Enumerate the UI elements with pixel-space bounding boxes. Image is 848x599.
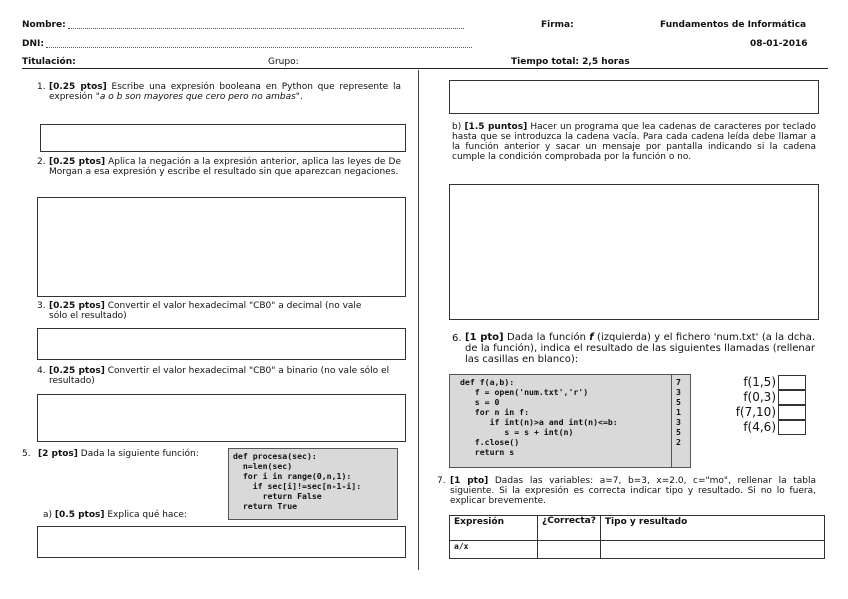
q7-cell-expr: a/x xyxy=(450,541,538,559)
q3-body: Convertir el valor hexadecimal "CB0" a decimal (no vale sólo el resultado) xyxy=(49,301,362,321)
q7-body: Dadas las variables: a=7, b=3, x=2.0, c="mo", rellenar la tabla siguiente. Si la expresión es correcta indicar tipo y resultado. Si no lo fuera, explicar brevemente. xyxy=(450,476,816,506)
nombre-label: Nombre: xyxy=(22,20,66,30)
q5b-answer-box[interactable] xyxy=(449,184,819,320)
q4-number: 4. xyxy=(37,366,46,376)
q6-body-1: Dada la función xyxy=(503,332,590,343)
q6-call-answer-box[interactable] xyxy=(778,375,806,390)
q6-call-label: f(7,10) xyxy=(735,405,776,419)
q5-body: Dada la siguiente función: xyxy=(77,449,199,459)
q7-header-expresion: Expresión xyxy=(450,516,538,541)
q2-answer-box[interactable] xyxy=(37,197,406,297)
q6-call-row xyxy=(730,405,806,420)
q5-code-block: def procesa(sec): n=len(sec) for i in range(0,n,1): if sec[i]!=sec[n-1-i]: return False return True xyxy=(228,448,398,520)
q6-call-answer-box[interactable] xyxy=(778,420,806,435)
q5a-text xyxy=(43,510,187,520)
tiempo-total: Tiempo total: 2,5 horas xyxy=(511,57,630,67)
nombre-field[interactable] xyxy=(68,28,464,29)
q1-answer-box[interactable] xyxy=(40,124,406,152)
q7-cell-correcta[interactable] xyxy=(538,541,601,559)
q6-call-row xyxy=(730,420,806,435)
course-title: Fundamentos de Informática xyxy=(660,20,807,30)
q3-points: [0.25 ptos] xyxy=(49,301,105,311)
q6-function-code: def f(a,b): f = open('num.txt','r') s = 0 for n in f: if int(n)>a and int(n)<=b: s = s + int(n) f.close() return s xyxy=(460,377,618,457)
q6-call-row xyxy=(730,375,806,390)
dni-field[interactable] xyxy=(46,47,472,48)
q5b-label: b) xyxy=(452,122,462,132)
q6-call-answer-box[interactable] xyxy=(778,390,806,405)
header-divider xyxy=(22,68,828,69)
q7-table xyxy=(449,515,825,559)
q6-call-answer-box[interactable] xyxy=(778,405,806,420)
titulacion-label: Titulación: xyxy=(22,57,76,67)
q7-header-tipo: Tipo y resultado xyxy=(600,516,824,541)
q7-text xyxy=(450,476,816,506)
q7-cell-tipo[interactable] xyxy=(600,541,824,559)
q5a-points: [0.5 ptos] xyxy=(54,510,105,520)
q5-number: 5. xyxy=(22,449,31,459)
q5a-answer-box[interactable] xyxy=(37,526,406,558)
q5a-label: a) xyxy=(43,510,53,520)
q1-number: 1. xyxy=(37,82,46,92)
q6-points: [1 pto] xyxy=(465,332,504,343)
q2-points: [0.25 ptos] xyxy=(49,157,106,167)
q6-call-label: f(4,6) xyxy=(743,420,776,434)
q5-text xyxy=(38,449,228,459)
q6-code-divider xyxy=(671,375,672,467)
q1-italic: "a o b son mayores que cero pero no ambas" xyxy=(95,92,300,102)
q4-body: Convertir el valor hexadecimal "CB0" a binario (no vale sólo el resultado) xyxy=(49,366,390,386)
q6-text xyxy=(465,332,815,365)
q3-answer-box[interactable] xyxy=(37,328,406,360)
q4-answer-box[interactable] xyxy=(37,394,406,442)
q7-header-correcta: ¿Correcta? xyxy=(538,516,601,541)
q1-text xyxy=(49,82,401,102)
q6-call-label: f(0,3) xyxy=(743,390,776,404)
q7-number: 7. xyxy=(437,476,446,486)
q3-number: 3. xyxy=(37,301,46,311)
dni-label: DNI: xyxy=(22,39,44,49)
q6-call-label: f(1,5) xyxy=(743,375,776,389)
q1-body: Escribe una expresión booleana en Python que represente la expresión xyxy=(49,82,401,102)
q6-function-name: f xyxy=(589,332,594,343)
q5b-text xyxy=(452,122,816,162)
q1-points: [0.25 ptos] xyxy=(49,82,107,92)
q5-points: [2 ptos] xyxy=(38,449,78,459)
firma-label: Firma: xyxy=(541,20,574,30)
q5a-body: Explica qué hace: xyxy=(104,510,187,520)
q6-number: 6. xyxy=(452,333,462,344)
q2-text xyxy=(49,157,401,177)
q5b-body: Hacer un programa que lea cadenas de caracteres por teclado hasta que se introduzca la cadena vacía. Para cada cadena leída debe llamar a la función anterior y sacar un mensaje por pantalla indicando si la cadena cumple la condición comprobada por la función o no. xyxy=(452,122,816,162)
q4-points: [0.25 ptos] xyxy=(49,366,105,376)
q3-text xyxy=(49,301,379,321)
q4-text xyxy=(49,366,401,386)
q6-code-panel xyxy=(449,374,691,468)
column-divider xyxy=(418,70,419,570)
q6-body-2: (izquierda) y el fichero 'num.txt' (a la dcha. de la función), indica el resultado de las siguientes llamadas (rellenar las casillas en blanco): xyxy=(465,332,816,365)
exam-date: 08-01-2016 xyxy=(750,39,808,49)
q5a-continuation-box[interactable] xyxy=(449,80,819,114)
q6-call-row xyxy=(730,390,806,405)
q1-end: . xyxy=(299,92,303,102)
q7-points: [1 pto] xyxy=(450,476,489,486)
q2-body: Aplica la negación a la expresión anterior, aplica las leyes de De Morgan a esa expresión y escribe el resultado sin que aparezcan negaciones. xyxy=(49,157,401,177)
q6-file-lines: 7 3 5 1 3 5 2 xyxy=(676,377,681,447)
grupo-label: Grupo: xyxy=(268,57,299,67)
q2-number: 2. xyxy=(37,157,46,167)
q5b-points: [1.5 puntos] xyxy=(464,122,528,132)
